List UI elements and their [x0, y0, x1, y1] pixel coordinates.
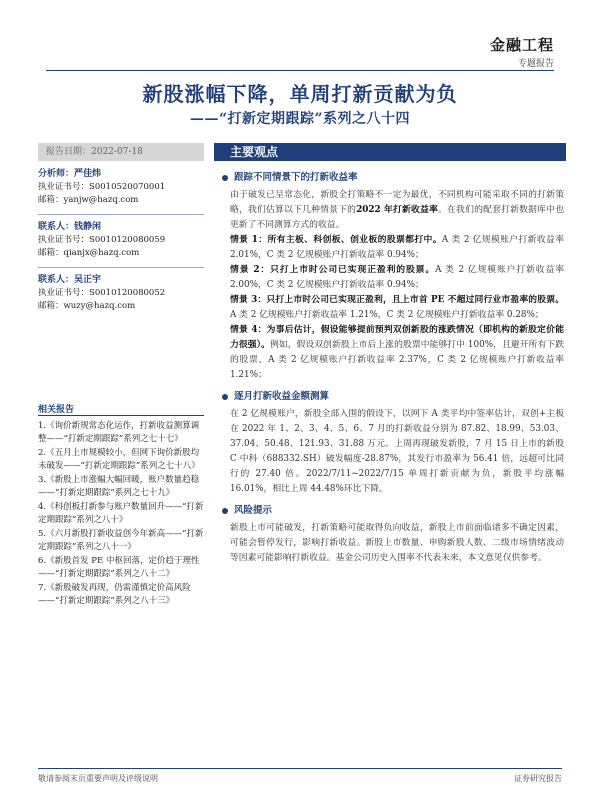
report-date: 报告日期：2022-07-18	[38, 143, 204, 161]
section-paragraph: 在 2 亿规模账户，新股全部入围的假设下，以网下 A 类平均中签率估计，双创+主板在 2022 年 1、2、3、4、5、6、7 月的打新收益分别为 87.82、18.99、53.03、37.04、50.48、121.93、31.88 万元。上周再现破发新股，7 月 15 日上市的新股 C 中科（688332.SH）破发幅度-28.87%，其发行市盈率为 56.41 倍，远超可比同行的 27.40 倍。2022/7/11~2022/7/15 单周打新贡献为负，新股平均涨幅 16.01%，相比上周 44.48%环比下降。	[230, 409, 564, 494]
bullet-icon	[222, 394, 228, 400]
scenario-paragraph: 情景 3：只打上市时公司已实现正盈利，且上市首 PE 不超过同行业市盈率的股票。A 类 2 亿规模账户打新收益率 1.21%，C 类 2 亿规模账户打新收益率 0.28%；	[230, 295, 564, 320]
section-heading: 风险提示	[222, 503, 564, 518]
related-reports-title: 相关报告	[38, 405, 75, 415]
section-paragraph: 由于破发已呈常态化，新股全打策略不一定为最优，不同机构可能采取不同的打新策略，我们估算以下几种情景下的2022 年打新收益率。在我们的配套打新数据库中也更新了不同测算方式的收益。	[230, 190, 564, 230]
key-points-body	[222, 170, 564, 566]
email-label: 邮箱：	[38, 301, 64, 311]
cert-number: S0010120080059	[89, 235, 166, 245]
analyst-role: 联系人：	[38, 222, 75, 232]
related-report-link[interactable]: 6.《新股首发 PE 中枢回落，定价趋于理性——“打新定期跟踪”系列之八十二》	[38, 556, 200, 579]
email-label: 邮箱：	[38, 195, 64, 205]
analyst-role: 联系人：	[38, 275, 75, 285]
analyst-name: 钱静闲	[74, 222, 102, 232]
section-heading: 逐月打新收益金额测算	[222, 389, 564, 404]
footer-disclaimer: 敬请参阅末页重要声明及评级说明	[38, 774, 158, 783]
report-category: 金融工程	[489, 36, 554, 54]
analyst-name: 吴正宇	[74, 275, 102, 285]
cert-label: 执业证书号：	[38, 235, 90, 245]
section-paragraph: 新股上市可能破发，打新策略可能取得负向收益，新股上市前面临诸多不确定因素，可能会暂停发行，影响打新收益。新股上市数量、申购新股人数、二级市场情绪波动等因素可能影响打新收益。基金公司历史入围率不代表未来，本文意见仅供参考。	[230, 523, 564, 563]
email-label: 邮箱：	[38, 248, 64, 258]
analyst-card	[38, 168, 204, 207]
email-link[interactable]: qianjx@hazq.com	[63, 248, 140, 258]
related-report-link[interactable]: 1.《询价新规常态化运作，打新收益测算调整——“打新定期跟踪”系列之七十七》	[38, 421, 200, 444]
related-report-link[interactable]: 7.《新股破发再现，仍需谨慎定价高风险——“打新定期跟踪”系列之八十三》	[38, 583, 191, 606]
page-subtitle: ——“打新定期跟踪”系列之八十四	[189, 111, 411, 127]
report-type: 专题报告	[517, 59, 554, 69]
email-link[interactable]: yanjw@hazq.com	[63, 195, 139, 205]
analyst-role: 分析师：	[38, 169, 75, 179]
footer-divider	[38, 768, 562, 769]
scenario-paragraph: 情景 2：只打上市时公司已实现正盈利的股票。A 类 2 亿规模账户打新收益率 2.00%，C 类 2 亿规模账户打新收益率 0.94%；	[230, 265, 564, 290]
related-report-link[interactable]: 4.《科创板打新参与账户数量回升——“打新定期跟踪”系列之八十》	[38, 502, 204, 525]
email-link[interactable]: wuzy@hazq.com	[63, 301, 136, 311]
key-points-banner: 主要观点	[214, 143, 566, 161]
scenario-paragraph: 情景 4：为事后估计，假设能够提前预判双创新股的涨跌情况（即机构的新股定价能力很强）。例如，假设双创新股上市后上涨的股票中能够打中 100%，且避开所有下跌的股票，A 类 2 亿规模账户打新收益率 2.37%，C 类 2 亿规模账户打新收益率 1.21%；	[230, 325, 564, 380]
scenario-paragraph: 情景 1：所有主板、科创板、创业板的股票都打中。A 类 2 亿规模账户打新收益率 2.01%，C 类 2 亿规模账户打新收益率 0.94%；	[230, 235, 565, 260]
cert-label: 执业证书号：	[38, 288, 90, 298]
footer-label: 证券研究报告	[514, 774, 562, 783]
analyst-name: 严佳炜	[74, 169, 102, 179]
divider	[38, 267, 204, 268]
bullet-icon	[222, 175, 228, 181]
analyst-card	[38, 221, 204, 260]
cert-number: S0010120080052	[89, 288, 166, 298]
related-report-link[interactable]: 5.《六月新股打新收益创今年新高——“打新定期跟踪”系列之八十一》	[38, 529, 204, 552]
related-report-link[interactable]: 2.《五月上市规模较小，但网下询价新股均未破发——“打新定期跟踪”系列之七十八》	[38, 448, 200, 471]
section-heading: 跟踪不同情景下的打新收益率	[222, 170, 564, 185]
related-divider	[38, 415, 204, 416]
header-divider	[46, 70, 554, 71]
page-title: 新股涨幅下降，单周打新贡献为负	[142, 82, 458, 106]
divider	[38, 214, 204, 215]
bullet-icon	[222, 508, 228, 514]
related-report-link[interactable]: 3.《新股上市涨幅大幅回暖，账户数量趋稳——“打新定期跟踪”系列之七十九》	[38, 475, 200, 498]
cert-label: 执业证书号：	[38, 182, 90, 192]
analyst-card	[38, 274, 204, 313]
related-reports-list	[38, 420, 204, 609]
cert-number: S0010520070001	[89, 182, 166, 192]
analyst-panel	[38, 168, 204, 320]
